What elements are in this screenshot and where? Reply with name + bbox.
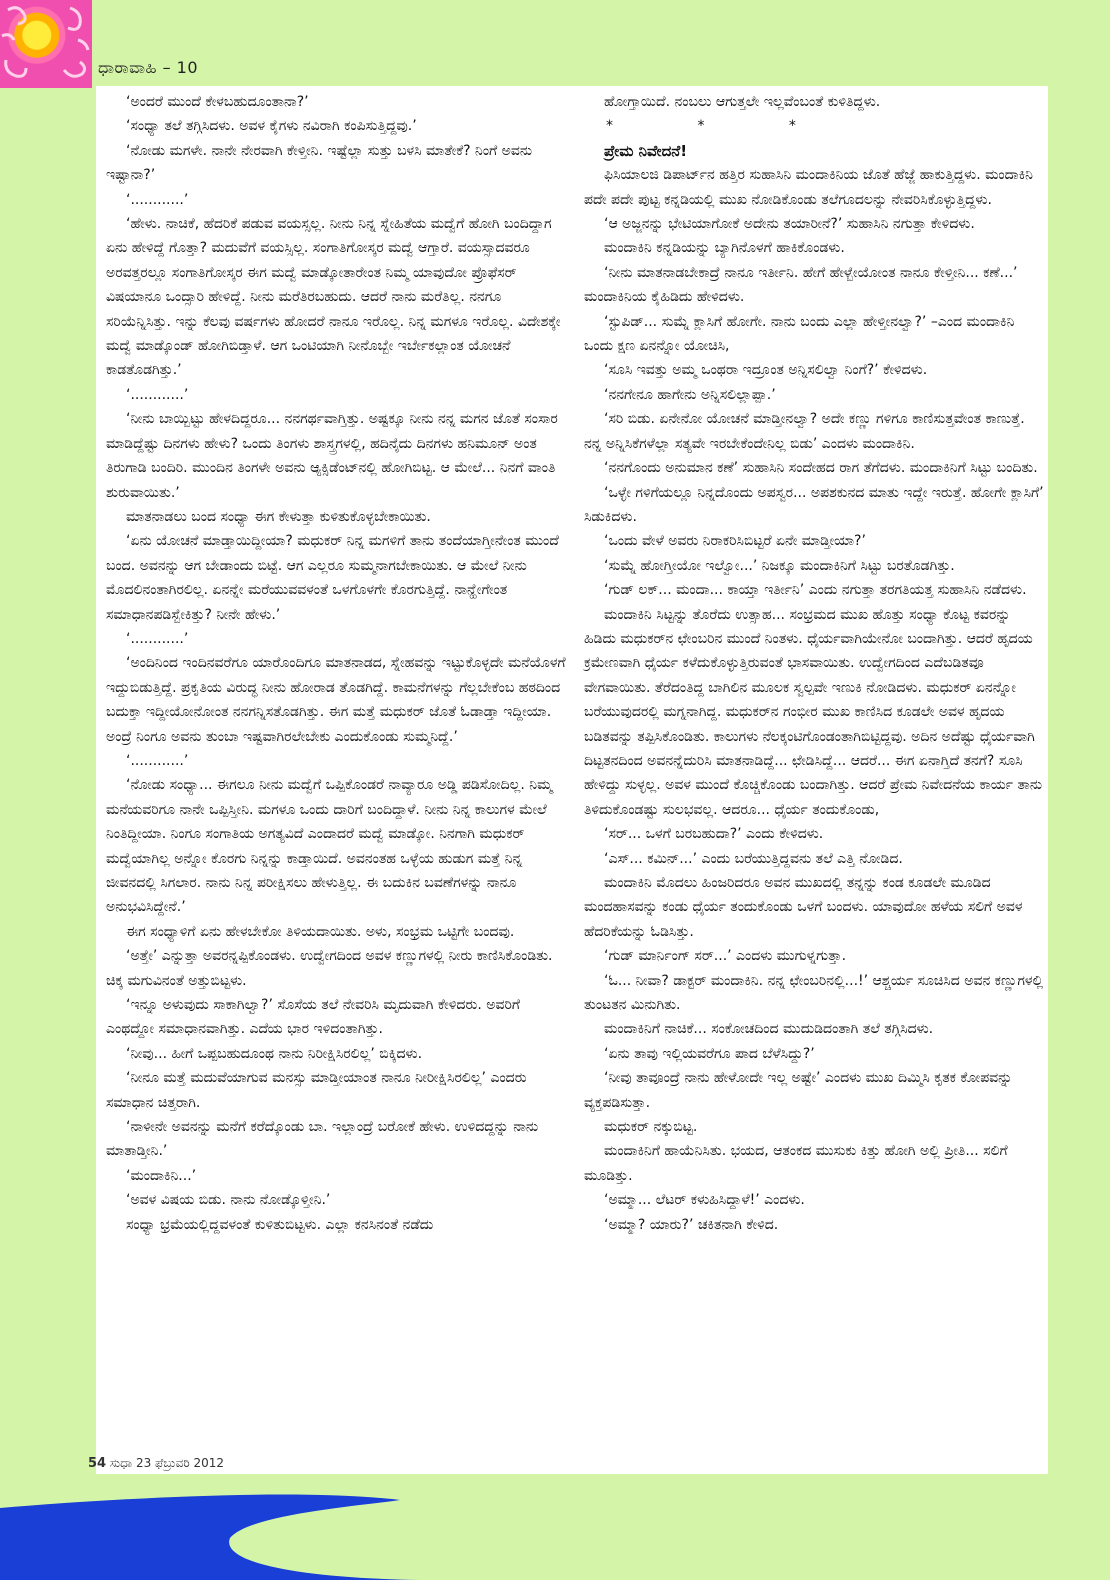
right-column [584,90,1046,1237]
paragraph: ‘ನನಗೇನೂ ಹಾಗೇನು ಅನ್ನಿಸಲಿಲ್ಲಾಪ್ಪಾ.’ [604,386,776,403]
paragraph: ಮಂದಾಕಿನಿ ಮೊದಲು ಹಿಂಜರಿದರೂ ಅವನ ಮುಖದಲ್ಲಿ ತನ್ನನ್ನು ಕಂಡ ಕೂಡಲೇ ಮೂಡಿದ ಮಂದಹಾಸವನ್ನು ಕಂಡು ಧೈರ್ಯ ತಂದುಕೊಂಡು ಒಳಗೆ ಬಂದಳು. ಯಾವುದೋ ಹಳೆಯ ಸಲಿಗೆ ಅವಳ ಹೆದರಿಕೆಯನ್ನು ಓಡಿಸಿತ್ತು. [584,875,1023,940]
paragraph: ‘ಅತ್ತೇ’ ಎನ್ನುತ್ತಾ ಅವರನ್ನಪ್ಪಿಕೊಂಡಳು. ಉದ್ವೇಗದಿಂದ ಅವಳ ಕಣ್ಣುಗಳಲ್ಲಿ ನೀರು ಕಾಣಿಸಿಕೊಂಡಿತು. ಚಿಕ್ಕ ಮಗುವಿನಂತೆ ಅತ್ತುಬಿಟ್ಟಳು. [106,948,553,989]
paragraph: ‘ಅಮ್ಮಾ... ಲೆಟರ್ ಕಳುಹಿಸಿದ್ದಾಳೆ!’ ಎಂದಳು. [604,1192,805,1209]
paragraph: ‘ಅಂದಿನಿಂದ ಇಂದಿನವರೆಗೂ ಯಾರೊಂದಿಗೂ ಮಾತನಾಡದ, ಸ್ನೇಹವನ್ನು ಇಟ್ಟುಕೊಳ್ಳದೇ ಮನೆಯೊಳಗೆ ಇದ್ದುಬಿಡುತ್ತಿದ್ದೆ. ಪ್ರಕೃತಿಯ ವಿರುದ್ಧ ನೀನು ಹೋರಾಡ ತೊಡಗಿದ್ದೆ. ಕಾಮನೆಗಳನ್ನು ಗೆಲ್ಲಬೇಕೆಂಬ ಹಠದಿಂದ ಬದುಕ್ತಾ ಇದ್ದೀಯೋನೋಂತ ನನಗನ್ನಿಸತೊಡಗಿತ್ತು. ಈಗ ಮತ್ತೆ ಮಧುಕರ್ ಜೊತೆ ಓಡಾಡ್ತಾ ಇದ್ದೀಯಾ. ಅಂದ್ರೆ ನಿಂಗೂ ಅವನು ತುಂಬಾ ಇಷ್ಟವಾಗಿರಲೇಬೇಕು ಎಂದುಕೊಂಡು ಸುಮ್ಮನಿದ್ದೆ.’ [106,655,566,745]
paragraph: ಸಂಧ್ಯಾ ಭ್ರಮೆಯಲ್ಲಿದ್ದವಳಂತೆ ಕುಳಿತುಬಿಟ್ಟಳು. ಎಲ್ಲಾ ಕನಸಿನಂತೆ ನಡೆದು [126,1216,434,1233]
paragraph: ‘ಒಳ್ಳೇ ಗಳಿಗೆಯಲ್ಲೂ ನಿನ್ನದೊಂದು ಅಪಸ್ವರ... ಅಪಶಕುನದ ಮಾತು ಇದ್ದೇ ಇರುತ್ತೆ. ಹೋಗೇ ಕ್ಲಾಸಿಗೆ’ ಸಿಡುಕಿದಳು. [584,484,1044,525]
magazine-logo [0,0,92,88]
paragraph: ಈಗ ಸಂಧ್ಯಾಳಿಗೆ ಏನು ಹೇಳಬೇಕೋ ತಿಳಿಯದಾಯಿತು. ಅಳು, ಸಂಭ್ರಮ ಒಟ್ಟಿಗೇ ಬಂದವು. [126,923,515,940]
page-number: 54 [88,1456,107,1471]
page-body [96,86,1048,1474]
paragraph: ‘ನಾಳೀನೇ ಅವನನ್ನು ಮನೆಗೆ ಕರೆದ್ಕೊಂಡು ಬಾ. ಇಲ್ಲಾಂದ್ರೆ ಬರೋಕೆ ಹೇಳು. ಉಳಿದದ್ದನ್ನು ನಾನು ಮಾತಾಡ್ತೀನಿ.’ [106,1119,539,1160]
paragraph: ‘ನೀನು ಮಾತನಾಡಬೇಕಾದ್ರೆ ನಾನೂ ಇರ್ತೀನಿ. ಹೇಗೆ ಹೇಳ್ಬೇಯೋಂತ ನಾನೂ ಕೇಳ್ತೀನಿ... ಕಣೆ...’ ಮಂದಾಕಿನಿಯ ಕೈಹಿಡಿದು ಹೇಳಿದಳು. [584,264,1018,306]
paragraph: ‘ನೀವು ತಾವೂಂದ್ರೆ ನಾನು ಹೇಳೋದೇ ಇಲ್ಲ ಅಷ್ಟೇ’ ಎಂದಳು ಮುಖ ದಿಮ್ಮಿಸಿ ಕೃತಕ ಕೋಪವನ್ನು ವ್ಯಕ್ತಪಡಿಸುತ್ತಾ. [584,1070,1013,1111]
paragraph: ಮಂದಾಕಿನಿ ಕನ್ನಡಿಯನ್ನು ಬ್ಯಾಗಿನೊಳಗೆ ಹಾಕಿಕೊಂಡಳು. [604,240,845,257]
section-heading: ಪ್ರೇಮ ನಿವೇದನೆ! [604,141,688,160]
paragraph: ‘ಅವಳ ವಿಷಯ ಬಿಡು. ನಾನು ನೋಡ್ಕೊಳ್ತೀನಿ.’ [126,1192,331,1209]
paragraph: ‘ಅಂದರೆ ಮುಂದೆ ಕೇಳಬಹುದೂಂತಾನಾ?’ [126,94,309,110]
decorative-wave [0,1478,1110,1580]
paragraph: ಹೋಗ್ತಾಯಿದೆ. ನಂಬಲು ಆಗುತ್ತಲೇ ಇಲ್ಲವೆಂಬಂತೆ ಕುಳಿತಿದ್ದಳು. [604,94,881,110]
magazine-name: ಸುಧಾ [109,1456,133,1470]
section-header: ಧಾರಾವಾಹಿ – 10 [98,58,199,77]
paragraph: ‘ಮಂದಾಕಿನಿ...’ [126,1167,197,1184]
paragraph: ‘ಸಂಧ್ಯಾ ತಲೆ ತಗ್ಗಿಸಿದಳು. ಅವಳ ಕೈಗಳು ನವಿರಾಗಿ ಕಂಪಿಸುತ್ತಿದ್ದವು.’ [126,118,417,135]
paragraph: ಮಂದಾಕಿನಿಗೆ ಹಾಯೆನಿಸಿತು. ಭಯದ, ಆತಂಕದ ಮುಸುಕು ಕಿತ್ತು ಹೋಗಿ ಅಲ್ಲಿ ಪ್ರೀತಿ... ಸಲಿಗೆ ಮೂಡಿತ್ತು. [584,1143,1008,1184]
paragraph: ‘ಸೂಸಿ ಇವತ್ತು ಅಮ್ಮ ಒಂಥರಾ ಇದ್ರೂಂತ ಅನ್ನಿಸಲಿಲ್ವಾ ನಿಂಗೆ?’ ಕೇಳಿದಳು. [604,362,928,379]
paragraph: ‘ನೀನು ಬಾಯ್ಬಿಟ್ಟು ಹೇಳದಿದ್ದರೂ... ನನಗರ್ಥವಾಗ್ತಿತ್ತು. ಅಷ್ಟಕ್ಕೂ ನೀನು ನನ್ನ ಮಗನ ಜೊತೆ ಸಂಸಾರ ಮಾಡಿದ್ದೆಷ್ಟು ದಿನಗಳು ಹೇಳು? ಒಂದು ತಿಂಗಳು ಶಾಸ್ತ್ರಗಳಲ್ಲಿ, ಹದಿನೈದು ದಿನಗಳು ಹನಿಮೂನ್ ಅಂತ ತಿರುಗಾಡಿ ಬಂದಿರಿ. ಮುಂದಿನ ತಿಂಗಳೇ ಅವನು ಆ್ಯಕ್ಸಿಡೆಂಟ್‌ನಲ್ಲಿ ಹೋಗಿಬಿಟ್ಟ. ಆ ಮೇಲೆ... ನಿನಗೆ ವಾಂತಿ ಶುರುವಾಯಿತು.’ [106,411,558,501]
paragraph: ‘ಸರ್... ಒಳಗೆ ಬರಬಹುದಾ?’ ಎಂದು ಕೇಳಿದಳು. [604,826,824,843]
paragraph: ಮಂದಾಕಿನಿಗೆ ನಾಚಿಕೆ... ಸಂಕೋಚದಿಂದ ಮುದುಡಿದಂತಾಗಿ ತಲೆ ತಗ್ಗಿಸಿದಳು. [604,1021,934,1038]
paragraph: ‘............’ [126,386,189,403]
paragraph: ‘ಏನು ತಾವು ಇಲ್ಲಿಯವರೆಗೂ ಪಾದ ಬೆಳೆಸಿದ್ದು?’ [604,1045,815,1062]
paragraph: ‘ಸುಮ್ನೆ ಹೋಗ್ತೀಯೋ ಇಲ್ವೋ...’ ನಿಜಕ್ಕೂ ಮಂದಾಕಿನಿಗೆ ಸಿಟ್ಟು ಬರತೊಡಗಿತ್ತು. [604,557,955,574]
paragraph: ‘............’ [126,191,189,208]
paragraph: ‘ಅಮ್ಮಾ? ಯಾರು?’ ಚಕಿತನಾಗಿ ಕೇಳಿದ. [604,1216,779,1233]
paragraph: ಮಾತನಾಡಲು ಬಂದ ಸಂಧ್ಯಾ ಈಗ ಕೇಳುತ್ತಾ ಕುಳಿತುಕೊಳ್ಳಬೇಕಾಯಿತು. [126,508,431,525]
paragraph: ‘ನೋಡು ಸಂಧ್ಯಾ... ಈಗಲೂ ನೀನು ಮದ್ವೆಗೆ ಒಪ್ಪಿಕೊಂಡರೆ ನಾವ್ಯಾರೂ ಅಡ್ಡಿ ಪಡಿಸೋದಿಲ್ಲ. ನಿಮ್ಮ ಮನೆಯವರಿಗೂ ನಾನೇ ಒಪ್ಪಿಸ್ತೀನಿ. ಮಗಳೂ ಒಂದು ದಾರಿಗೆ ಬಂದಿದ್ದಾಳೆ. ನೀನು ನಿನ್ನ ಕಾಲುಗಳ ಮೇಲೆ ನಿಂತಿದ್ದೀಯಾ. ನಿಂಗೂ ಸಂಗಾತಿಯ ಅಗತ್ಯವಿದೆ ಎಂದಾದರೆ ಮದ್ವೆ ಮಾಡ್ಕೋ. ನಿನಗಾಗಿ ಮಧುಕರ್ ಮದ್ವೆಯಾಗಿಲ್ಲ ಅನ್ನೋ ಕೊರಗು ನಿನ್ನನ್ನು ಕಾಡ್ತಾಯಿದೆ. ಅವನಂತಹ ಒಳ್ಳೆಯ ಹುಡುಗ ಮತ್ತೆ ನಿನ್ನ ಜೀವನದಲ್ಲಿ ಸಿಗಲಾರ. ನಾನು ನಿನ್ನ ಪರೀಕ್ಷಿಸಲು ಹೇಳುತ್ತಿಲ್ಲ. ಈ ಬದುಕಿನ ಬವಣೆಗಳನ್ನು ನಾನೂ ಅನುಭವಿಸಿದ್ದೇನೆ.’ [106,777,553,916]
page-footer [88,1456,224,1471]
paragraph: ಮಧುಕರ್ ನಕ್ಕುಬಿಟ್ಟ. [604,1119,698,1136]
paragraph: ‘ಆ ಅಜ್ಜನನ್ನು ಭೇಟಿಯಾಗೋಕೆ ಅದೇನು ತಯಾರೀನೆ?’ ಸುಹಾಸಿನಿ ನಗುತ್ತಾ ಕೇಳಿದಳು. [604,216,975,233]
paragraph: ‘ಎಸ್... ಕಮಿನ್...’ ಎಂದು ಬರೆಯುತ್ತಿದ್ದವನು ತಲೆ ಎತ್ತಿ ನೋಡಿದ. [604,850,903,867]
paragraph: ‘ಹೇಳು. ನಾಚಿಕೆ, ಹೆದರಿಕೆ ಪಡುವ ವಯಸ್ಸಲ್ಲ. ನೀನು ನಿನ್ನ ಸ್ನೇಹಿತೆಯ ಮದ್ವೆಗೆ ಹೋಗಿ ಬಂದಿದ್ದಾಗ ಏನು ಹೇಳಿದ್ದೆ ಗೊತ್ತಾ? ಮದುವೆಗೆ ವಯಸ್ಸಿಲ್ಲ. ಸಂಗಾತಿಗೋಸ್ಕರ ಮದ್ವೆ ಆಗ್ತಾರೆ. ವಯಸ್ಸಾದವರೂ ಅರವತ್ತರಲ್ಲೂ ಸಂಗಾತಿಗೋಸ್ಕರ ಈಗ ಮದ್ವೆ ಮಾಡ್ಕೋತಾರೇಂತ ನಿಮ್ಮ ಯಾವುದೋ ಪ್ರೊಫೆಸರ್ ವಿಷಯಾನೂ ಒಂದ್ಸಾರಿ ಹೇಳಿದ್ದೆ. ನೀನು ಮರೆತಿರಬಹುದು. ಆದರೆ ನಾನು ಮರೆತಿಲ್ಲ. ನನಗೂ ಸರಿಯೆನ್ನಿಸಿತ್ತು. ಇನ್ನು ಕೆಲವು ವರ್ಷಗಳು ಹೋದರೆ ನಾನೂ ಇರೊಲ್ಲ. ನಿನ್ನ ಮಗಳೂ ಇರೊಲ್ಲ. ವಿದೇಶಕ್ಕೇ ಮದ್ವೆ ಮಾಡ್ಕೊಂಡ್ ಹೋಗಿಬಿಡ್ತಾಳೆ. ಆಗ ಒಂಟಿಯಾಗಿ ನೀನೊಬ್ಬೇ ಇರ್ಬೇಕಲ್ಲಾಂತ ಯೋಚನೆ ಕಾಡತೊಡಗಿತ್ತು.’ [106,216,561,379]
paragraph: ‘ಓ... ನೀವಾ? ಡಾಕ್ಟರ್ ಮಂದಾಕಿನಿ. ನನ್ನ ಛೇಂಬರಿನಲ್ಲಿ...!’ ಆಶ್ಚರ್ಯ ಸೂಚಿಸಿದ ಅವನ ಕಣ್ಣುಗಳಲ್ಲಿ ತುಂಟತನ ಮಿನುಗಿತು. [584,972,1044,1014]
sun-swirl-icon [0,0,92,88]
paragraph: ‘ನೋಡು ಮಗಳೇ. ನಾನೇ ನೇರವಾಗಿ ಕೇಳ್ತೀನಿ. ಇಷ್ಟೆಲ್ಲಾ ಸುತ್ತು ಬಳಸಿ ಮಾತೇಕೆ? ನಿಂಗೆ ಅವನು ಇಷ್ಟಾನಾ?’ [106,142,533,184]
paragraph: ‘............’ [126,752,189,769]
left-column [106,90,568,1237]
paragraph: ‘ನೀವು... ಹೀಗೆ ಒಪ್ಪಬಹುದೂಂಥ ನಾನು ನಿರೀಕ್ಷಿಸಿರಲಿಲ್ಲ’ ಬಿಕ್ಕಿದಳು. [126,1045,423,1062]
paragraph: ‘ಸರಿ ಬಿಡು. ಏನೇನೋ ಯೋಚನೆ ಮಾಡ್ತೀನಲ್ವಾ? ಅದೇ ಕಣ್ಣು ಗಳಿಗೂ ಕಾಣಿಸುತ್ತವೇಂತ ಕಾಣುತ್ತೆ. ನನ್ನ ಅನ್ನಿಸಿಕೆಗಳೆಲ್ಲಾ ಸತ್ಯವೇ ಇರಬೇಕೆಂದೇನಿಲ್ಲ ಬಿಡು’ ಎಂದಳು ಮಂದಾಕಿನಿ. [584,411,1025,452]
paragraph: ‘ಒಂದು ವೇಳೆ ಅವರು ನಿರಾಕರಿಸಿಬಿಟ್ಟರೆ ಏನೇ ಮಾಡ್ತೀಯಾ?’ [604,533,866,550]
paragraph: ‘ಗುಡ್ ಮಾರ್ನಿಂಗ್ ಸರ್...’ ಎಂದಳು ಮುಗುಳ್ನಗುತ್ತಾ. [604,948,847,965]
paragraph: ‘ನನಗೊಂದು ಅನುಮಾನ ಕಣೆ’ ಸುಹಾಸಿನಿ ಸಂದೇಹದ ರಾಗ ತೆಗೆದಳು. ಮಂದಾಕಿನಿಗೆ ಸಿಟ್ಟು ಬಂದಿತು. [604,460,1038,477]
paragraph: ‘ಸ್ಟುಪಿಡ್... ಸುಮ್ನೆ ಕ್ಲಾಸಿಗೆ ಹೋಗೇ. ನಾನು ಬಂದು ಎಲ್ಲಾ ಹೇಳ್ತೀನಲ್ವಾ?’ –ಎಂದ ಮಂದಾಕಿನಿ ಒಂದು ಕ್ಷಣ ಏನನ್ನೋ ಯೋಚಿಸಿ, [584,313,1015,355]
paragraph: ‘ನೀನೂ ಮತ್ತೆ ಮದುವೆಯಾಗುವ ಮನಸ್ಸು ಮಾಡ್ತೀಯಾಂತ ನಾನೂ ನೀರೀಕ್ಷಿಸಿರಲಿಲ್ಲ’ ಎಂದರು ಸಮಾಧಾನ ಚಿತ್ತರಾಗಿ. [106,1070,527,1111]
paragraph: ಮಂದಾಕಿನಿ ಸಿಟ್ಟನ್ನು ತೊರೆದು ಉತ್ಸಾಹ... ಸಂಭ್ರಮದ ಮುಖ ಹೊತ್ತು ಸಂಧ್ಯಾ ಕೊಟ್ಟ ಕವರನ್ನು ಹಿಡಿದು ಮಧುಕರ್‌ನ ಛೇಂಬರಿನ ಮುಂದೆ ನಿಂತಳು. ಧೈರ್ಯವಾಗಿಯೇನೋ ಬಂದಾಗಿತ್ತು. ಆದರೆ ಹೃದಯ ಕ್ರಮೇಣವಾಗಿ ಧೈರ್ಯ ಕಳೆದುಕೊಳ್ಳುತ್ತಿರುವಂತೆ ಭಾಸವಾಯಿತು. ಉದ್ವೇಗದಿಂದ ಎದೆಬಡಿತವೂ ವೇಗವಾಯಿತು. ತೆರೆದಂತಿದ್ದ ಬಾಗಿಲಿನ ಮೂಲಕ ಸ್ವಲ್ಪವೇ ಇಣುಕಿ ನೋಡಿದಳು. ಮಧುಕರ್ ಏನನ್ನೋ ಬರೆಯುವುದರಲ್ಲಿ ಮಗ್ನನಾಗಿದ್ದ. ಮಧುಕರ್‌ನ ಗಂಭೀರ ಮುಖ ಕಾಣಿಸಿದ ಕೂಡಲೇ ಅವಳ ಹೃದಯ ಬಡಿತವನ್ನು ತಪ್ಪಿಸಿಕೊಂಡಿತು. ಕಾಲುಗಳು ನೆಲಕ್ಕಂಟಿಗೊಂಡಂತಾಗಿಬಿಟ್ಟಿದ್ದವು. ಅದಿನ ಅದೆಷ್ಟು ಧೈರ್ಯವಾಗಿ ದಿಟ್ಟತನದಿಂದ ಅವನನ್ನೆದುರಿಸಿ ಮಾತನಾಡಿದ್ದೆ... ಛೇಡಿಸಿದ್ದೆ... ಆದರೆ... ಈಗ ಏನಾಗ್ತಿದೆ ತನಗೆ? ಸೂಸಿ ಹೇಳಿದ್ದು ಸುಳ್ಳಲ್ಲ. ಅವಳ ಮುಂದೆ ಕೊಚ್ಚಿಕೊಂಡು ಬಂದಾಗಿತ್ತು. ಆದರೆ ಪ್ರೇಮ ನಿವೇದನೆಯ ಕಾರ್ಯ ತಾನು ತಿಳಿದುಕೊಂಡಷ್ಟು ಸುಲಭವಲ್ಲ. ಆದರೂ... ಧೈರ್ಯ ತಂದುಕೊಂಡು, [584,606,1043,818]
paragraph: ‘ಏನು ಯೋಚನೆ ಮಾಡ್ತಾಯಿದ್ದೀಯಾ? ಮಧುಕರ್ ನಿನ್ನ ಮಗಳಿಗೆ ತಾನು ತಂದೆಯಾಗ್ತೀನೇಂತ ಮುಂದೆ ಬಂದ. ಅವನನ್ನು ಆಗ ಬೇಡಾಂದು ಬಿಟ್ಟೆ. ಆಗ ಎಲ್ಲರೂ ಸುಮ್ಮನಾಗಬೇಕಾಯಿತು. ಆ ಮೇಲೆ ನೀನು ಮೊದಲಿನಂತಾಗಿರಲಿಲ್ಲ. ಏನನ್ನೇ ಮರೆಯುವವಳಂತೆ ಒಳಗೊಳಗೇ ಕೊರಗುತ್ತಿದ್ದೆ. ನಾನ್ಹೇಗೇಂತ ಸಮಾಧಾನಪಡಿಸ್ಬೇಕಿತ್ತು? ನೀನೇ ಹೇಳು.’ [106,533,559,623]
section-divider: * * * [606,118,836,135]
paragraph: ‘ಇನ್ನೂ ಅಳುವುದು ಸಾಕಾಗಿಲ್ವಾ?’ ಸೊಸೆಯ ತಲೆ ನೇವರಿಸಿ ಮೃದುವಾಗಿ ಕೇಳಿದರು. ಅವರಿಗೆ ಎಂಥದ್ದೋ ಸಮಾಧಾನವಾಗಿತ್ತು. ಎದೆಯ ಭಾರ ಇಳಿದಂತಾಗಿತ್ತು. [106,997,520,1038]
paragraph: ‘ಗುಡ್ ಲಕ್... ಮಂದಾ... ಕಾಯ್ತಾ ಇರ್ತೀನಿ’ ಎಂದು ನಗುತ್ತಾ ತರಗತಿಯತ್ತ ಸುಹಾಸಿನಿ ನಡೆದಳು. [604,582,1027,599]
paragraph: ಫಿಸಿಯಾಲಜಿ ಡಿಪಾರ್ಟ್‌ನ ಹತ್ತಿರ ಸುಹಾಸಿನಿ ಮಂದಾಕಿನಿಯ ಜೊತೆ ಹೆಜ್ಜೆ ಹಾಕುತ್ತಿದ್ದಳು. ಮಂದಾಕಿನಿ ಪದೇ ಪದೇ ಪುಟ್ಟ ಕನ್ನಡಿಯಲ್ಲಿ ಮುಖ ನೋಡಿಕೊಂಡು ತಲೆಗೂದಲನ್ನು ನೇವರಿಸಿಕೊಳ್ಳುತ್ತಿದ್ದಳು. [584,167,1033,208]
issue-date: 23 ಫೆಬ್ರುವರಿ 2012 [135,1456,225,1470]
paragraph: ‘............’ [126,630,189,647]
